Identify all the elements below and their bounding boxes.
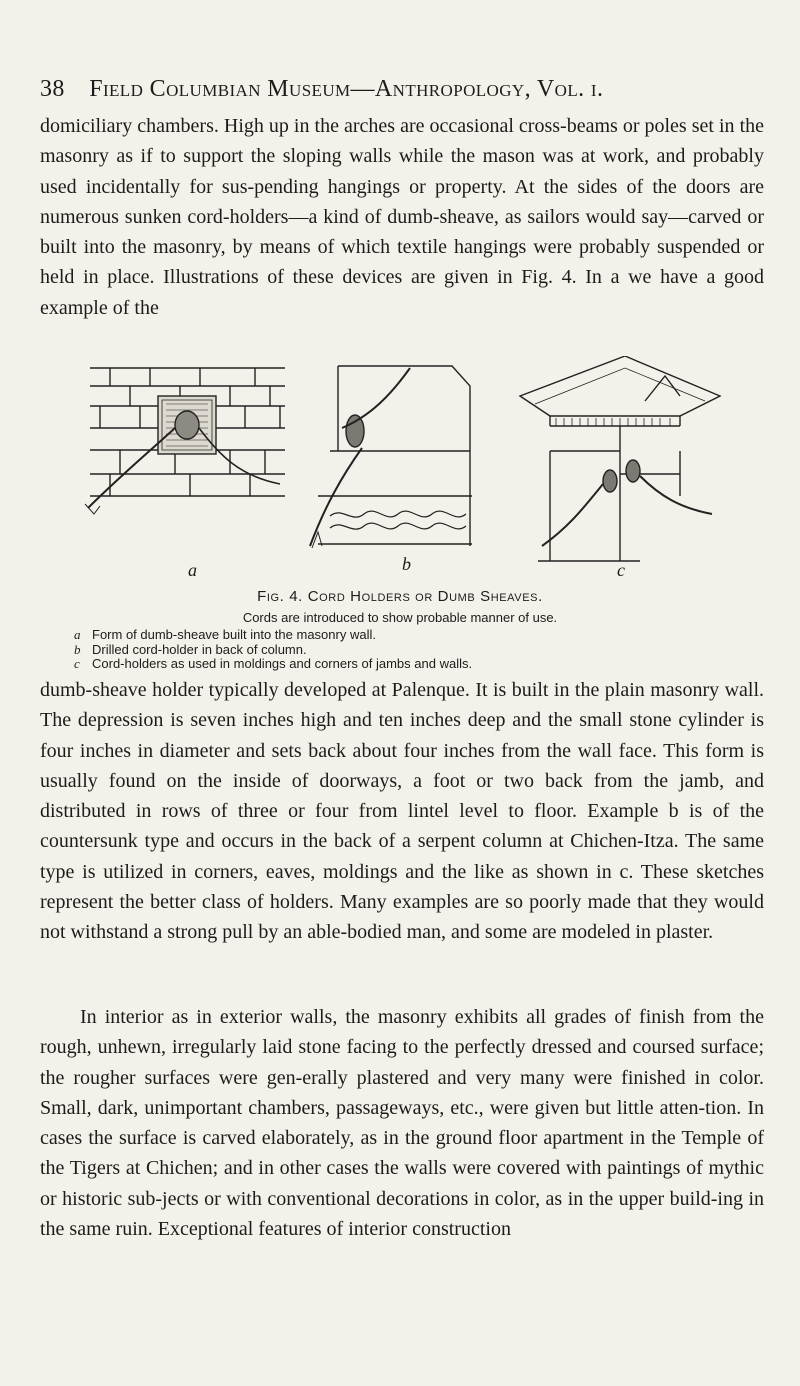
- figure-caption-title: Fig. 4. Cord Holders or Dumb Sheaves.: [257, 588, 543, 605]
- legend-text: Drilled cord-holder in back of column.: [92, 641, 307, 657]
- paragraph-1: domiciliary chambers. High up in the arches are occasional cross-beams or poles set in the masonry as if to support the sloping walls while the mason was at work, and probably used incidentally for sus-pending hangings or property. At the sides of the doors are numerous sunken cord-holders—a kind of dumb-sheave, as sailors would say—carved or built into the masonry, by means of which textile hangings were probably suspended or held in place. Illustrations of these devices are given in Fig. 4. In a we have a good example of the: [40, 115, 764, 319]
- panel-label-a: a: [188, 560, 197, 580]
- legend-key: c: [74, 656, 80, 671]
- legend-key: a: [74, 627, 81, 642]
- figure-4: [80, 356, 740, 596]
- legend-key: b: [74, 641, 81, 657]
- legend-item-a: [74, 628, 472, 643]
- panel-label-c: c: [617, 560, 625, 580]
- figure-legend: [74, 628, 472, 672]
- panel-label-b: b: [402, 554, 411, 574]
- legend-item-b: [74, 643, 472, 658]
- legend-item-c: [74, 657, 472, 672]
- running-title: Field Columbian Museum—Anthropology, Vol. i.: [89, 76, 604, 102]
- figure-caption-subtitle: Cords are introduced to show probable manner of use.: [242, 610, 558, 625]
- paragraph-3: In interior as in exterior walls, the masonry exhibits all grades of finish from the rough, unhewn, irregularly laid stone facing to the perfectly dressed and coursed surface; the rougher surfaces were gen-erally plastered and very many were finished in color. Small, dark, unimportant chambers, passageways, etc., were given but little atten-tion. In cases the surface is carved elaborately, as in the ground floor apartment in the Temple of the Tigers at Chichen; and in other cases the walls were covered with paintings of mythic or historic sub-jects or with conventional decorations in color, as in the upper build-ing in the same ruin. Exceptional features of interior construction: [40, 1006, 764, 1241]
- page-number: 38: [40, 76, 65, 102]
- paragraph-2: dumb-sheave holder typically developed at Palenque. It is built in the plain masonry wall. The depression is seven inches high and ten inches deep and the small stone cylinder is four inches in diameter and sets back about four inches from the wall face. This form is usually found on the inside of doorways, a foot or two back from the jamb, and distributed in rows of three or four from lintel level to floor. Example b is of the countersunk type and occurs in the back of a serpent column at Chichen-Itza. The same type is utilized in corners, eaves, moldings and the like as shown in c. These sketches represent the better class of holders. Many examples are so poorly made that they would not withstand a strong pull by an able-bodied man, and some are modeled in plaster.: [40, 679, 764, 944]
- panel-c-drawing: [520, 356, 720, 561]
- panel-b-drawing: [310, 366, 472, 548]
- running-header: [40, 76, 603, 103]
- legend-text: Form of dumb-sheave built into the masonry wall.: [92, 627, 376, 642]
- panel-a-drawing: [85, 368, 285, 514]
- legend-text: Cord-holders as used in moldings and corners of jambs and walls.: [92, 656, 473, 671]
